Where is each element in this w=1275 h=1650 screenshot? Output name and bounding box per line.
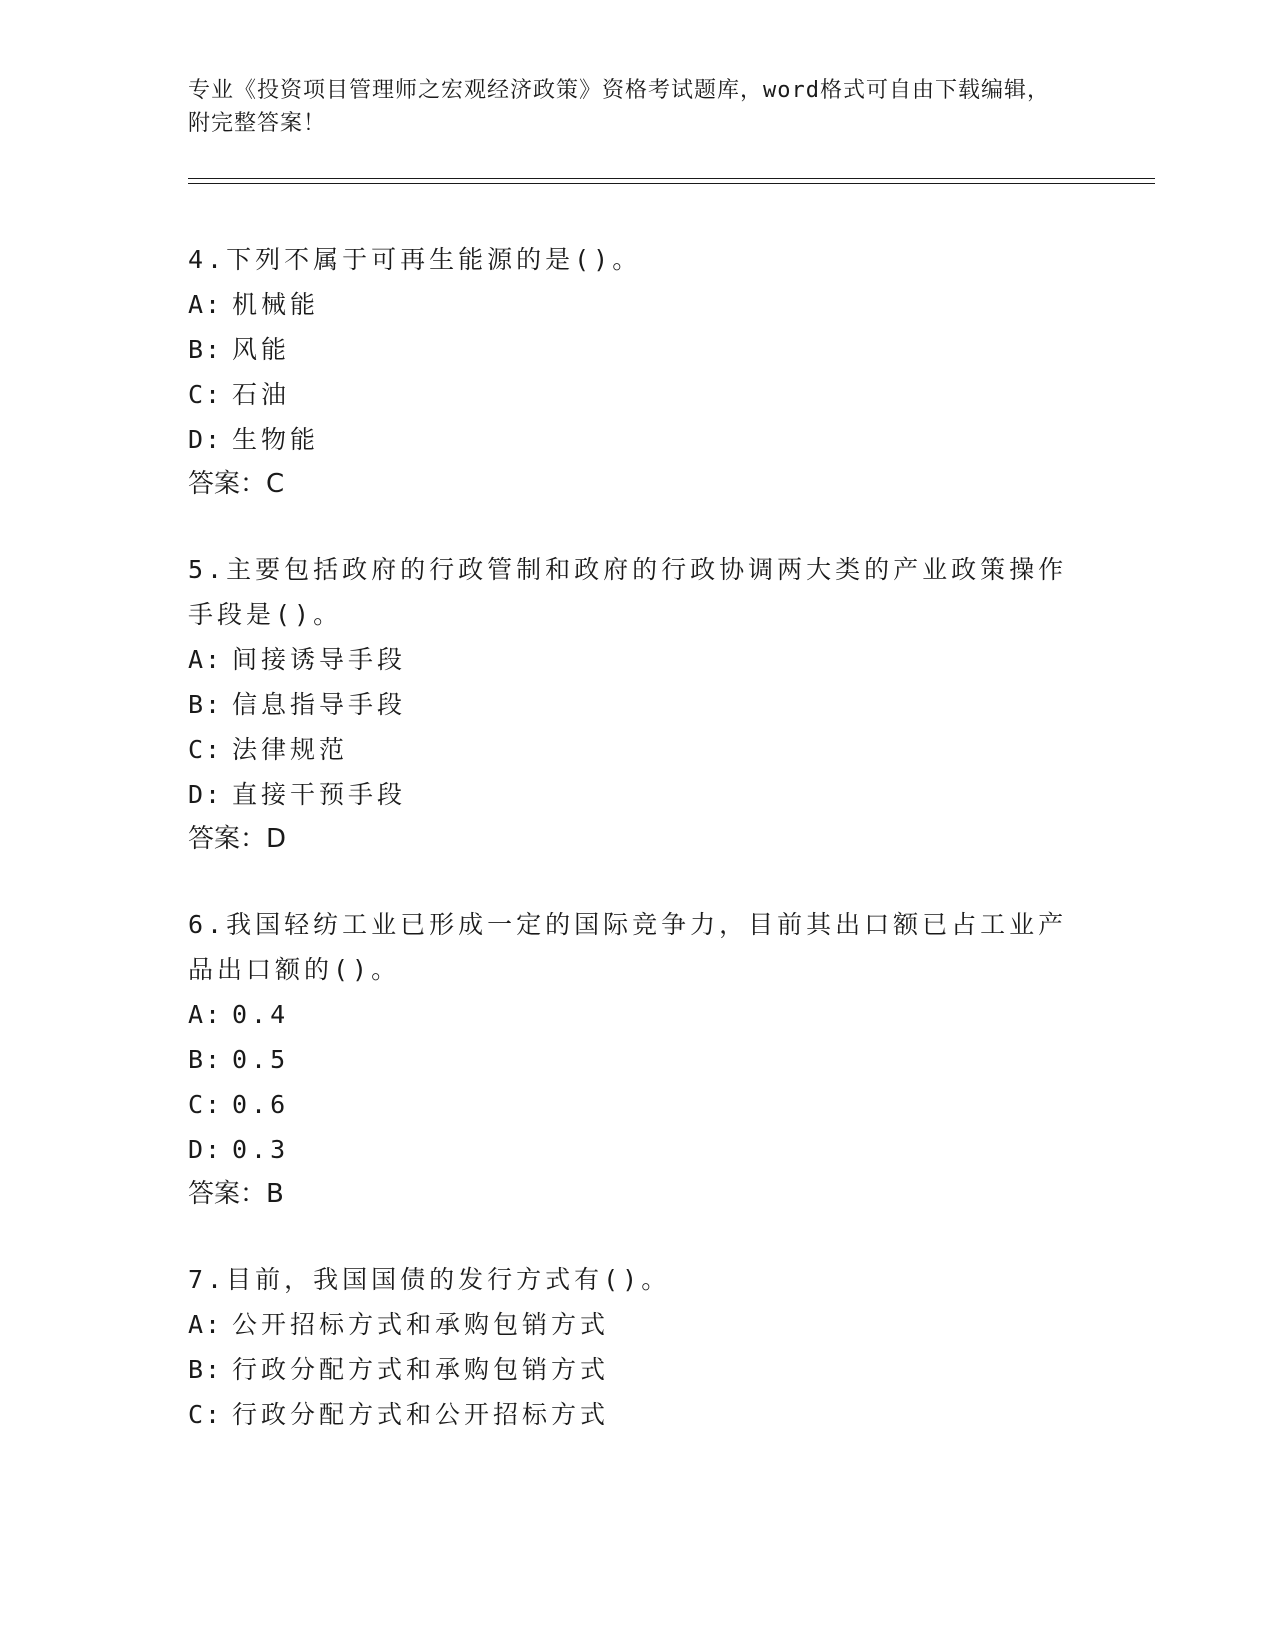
question-stem: 5.主要包括政府的行政管制和政府的行政协调两大类的产业政策操作手段是()。 <box>188 555 1068 629</box>
option-letter: C: <box>188 735 223 764</box>
option-text: 生物能 <box>232 425 320 454</box>
option-letter: B: <box>188 1045 223 1074</box>
option-b <box>188 1037 1088 1082</box>
header-divider-bottom <box>188 183 1155 184</box>
option-text: 行政分配方式和公开招标方式 <box>232 1400 610 1429</box>
option-letter: A: <box>188 1000 223 1029</box>
answer-line: 答案：B <box>188 1179 284 1209</box>
option-text: 0.3 <box>232 1135 290 1164</box>
option-c <box>188 1392 1088 1437</box>
document-intro: 专业《投资项目管理师之宏观经济政策》资格考试题库，word格式可自由下载编辑，附完整答案！ <box>188 78 1050 136</box>
option-letter: C: <box>188 1090 223 1119</box>
question-stem: 7.目前，我国国债的发行方式有()。 <box>188 1265 671 1294</box>
question-4 <box>188 237 1088 507</box>
option-b <box>188 327 1088 372</box>
question-stem: 6.我国轻纺工业已形成一定的国际竞争力，目前其出口额已占工业产品出口额的()。 <box>188 910 1068 984</box>
answer-line: 答案：C <box>188 469 285 499</box>
option-text: 直接干预手段 <box>232 780 407 809</box>
answer-line: 答案：D <box>188 824 287 854</box>
option-text: 0.6 <box>232 1090 290 1119</box>
option-letter: A: <box>188 645 223 674</box>
option-b <box>188 682 1088 727</box>
option-a <box>188 282 1088 327</box>
option-letter: B: <box>188 1355 223 1384</box>
option-letter: B: <box>188 335 223 364</box>
header-divider-top <box>188 178 1155 179</box>
option-letter: D: <box>188 780 223 809</box>
question-list <box>188 237 1088 1477</box>
option-d <box>188 417 1088 462</box>
option-letter: A: <box>188 1310 223 1339</box>
option-d <box>188 772 1088 817</box>
option-a <box>188 637 1088 682</box>
option-letter: A: <box>188 290 223 319</box>
option-text: 机械能 <box>232 290 320 319</box>
option-c <box>188 727 1088 772</box>
option-letter: C: <box>188 380 223 409</box>
option-text: 0.5 <box>232 1045 290 1074</box>
question-stem: 4.下列不属于可再生能源的是()。 <box>188 245 642 274</box>
option-text: 风能 <box>232 335 291 364</box>
option-letter: C: <box>188 1400 223 1429</box>
option-text: 间接诱导手段 <box>232 645 407 674</box>
option-c <box>188 1082 1088 1127</box>
option-b <box>188 1347 1088 1392</box>
option-letter: D: <box>188 425 223 454</box>
option-letter: B: <box>188 690 223 719</box>
option-a <box>188 992 1088 1037</box>
question-7 <box>188 1257 1088 1437</box>
option-c <box>188 372 1088 417</box>
option-a <box>188 1302 1088 1347</box>
option-letter: D: <box>188 1135 223 1164</box>
option-text: 0.4 <box>232 1000 290 1029</box>
option-text: 行政分配方式和承购包销方式 <box>232 1355 610 1384</box>
option-d <box>188 1127 1088 1172</box>
question-5 <box>188 547 1088 862</box>
option-text: 信息指导手段 <box>232 690 407 719</box>
option-text: 法律规范 <box>232 735 349 764</box>
option-text: 石油 <box>232 380 291 409</box>
option-text: 公开招标方式和承购包销方式 <box>232 1310 610 1339</box>
question-6 <box>188 902 1088 1217</box>
